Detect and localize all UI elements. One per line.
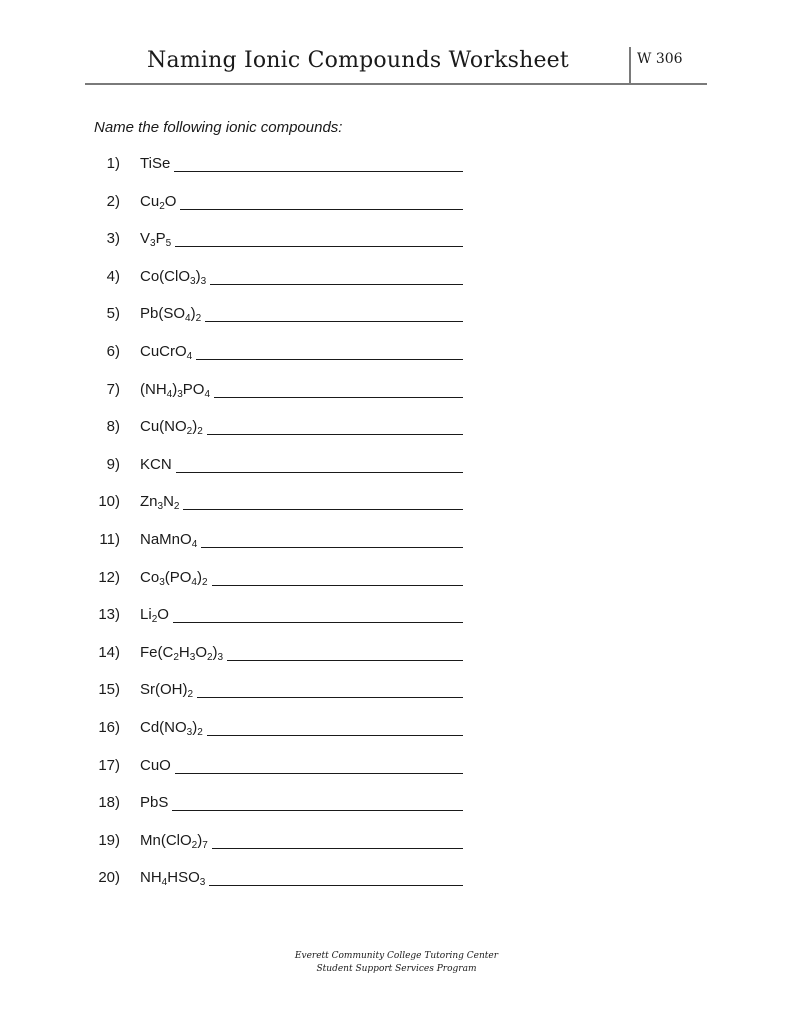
compound-formula: $NH_4HSO_3$: [140, 869, 206, 889]
answer-line[interactable]: [205, 321, 463, 322]
compound-formula: $Cu_2O$: [140, 192, 177, 212]
answer-line[interactable]: [209, 885, 463, 886]
question-item: [88, 456, 508, 478]
question-number: 15): [98, 681, 120, 699]
question-number: 4): [106, 267, 120, 285]
answer-line[interactable]: [212, 585, 463, 586]
answer-line[interactable]: [183, 509, 463, 510]
question-number: 16): [98, 719, 120, 736]
question-number: 6): [106, 343, 120, 360]
footer: [0, 950, 793, 976]
question-item: [88, 681, 508, 703]
question-item: [88, 493, 508, 515]
compound-formula: $(NH_4)_3PO_4$: [140, 380, 211, 400]
compound-formula: $Fe(C_2H_3O_2)_3$: [140, 643, 224, 663]
question-item: [88, 230, 508, 252]
question-number: 13): [98, 606, 120, 624]
answer-line[interactable]: [180, 209, 463, 210]
question-number: 10): [98, 493, 120, 511]
question-number: 18): [98, 794, 120, 812]
question-number: 9): [106, 455, 120, 473]
answer-line[interactable]: [210, 284, 463, 285]
question-number: 2): [106, 192, 120, 210]
question-number: 5): [106, 305, 120, 323]
compound-formula: NaMnO$_4$: [140, 531, 198, 550]
question-number: 7): [106, 380, 120, 398]
compound-formula: PbS: [140, 794, 169, 812]
question-item: [88, 757, 508, 779]
compound-formula: CuO: [140, 756, 171, 774]
compound-formula: TiSe: [140, 155, 171, 172]
compound-formula: $Pb(SO_4)_2$: [140, 305, 202, 325]
question-number: 17): [98, 756, 120, 774]
instructions: Name the following ionic compounds:: [94, 119, 343, 136]
answer-line[interactable]: [172, 810, 463, 811]
question-number: 1): [106, 155, 120, 172]
compound-formula: $Sr(OH)_2$: [140, 681, 194, 701]
question-item: [88, 832, 508, 854]
question-item: [88, 794, 508, 816]
question-item: [88, 418, 508, 440]
question-number: 11): [99, 531, 120, 548]
question-number: 20): [98, 869, 120, 887]
question-number: 14): [98, 643, 120, 661]
question-item: [88, 869, 508, 891]
question-item: [88, 193, 508, 215]
answer-line[interactable]: [207, 735, 463, 736]
compound-formula: $Co(ClO_3)_3$: [140, 267, 207, 287]
worksheet-title: Naming Ionic Compounds Worksheet: [147, 48, 569, 73]
answer-line[interactable]: [207, 434, 463, 435]
answer-line[interactable]: [174, 171, 463, 172]
answer-line[interactable]: [227, 660, 463, 661]
answer-line[interactable]: [176, 472, 463, 473]
compound-formula: $Cu(NO_2)_2$: [140, 418, 203, 438]
compound-formula: $Mn(ClO_2)_7$: [140, 831, 208, 851]
question-item: [88, 719, 508, 741]
compound-formula: $Li_2O$: [140, 606, 169, 626]
answer-line[interactable]: [175, 773, 463, 774]
question-number: 12): [98, 568, 120, 586]
question-item: [88, 644, 508, 666]
compound-formula: CuCrO$_4$: [140, 343, 193, 362]
compound-formula: $Zn_3N_2$: [140, 493, 180, 513]
document-code: W 306: [637, 51, 683, 67]
question-item: [88, 569, 508, 591]
question-number: 8): [106, 418, 120, 436]
compound-formula: $Co_3(PO_4)_2$: [140, 568, 208, 588]
question-number: 19): [98, 831, 120, 849]
answer-line[interactable]: [175, 246, 463, 247]
question-item: [88, 606, 508, 628]
compound-formula: KCN: [140, 455, 172, 473]
answer-line[interactable]: [196, 359, 463, 360]
compound-formula: $V_3P_5$: [140, 230, 172, 250]
question-item: [88, 155, 508, 177]
answer-line[interactable]: [173, 622, 463, 623]
answer-line[interactable]: [201, 547, 463, 548]
header-rule: [85, 83, 707, 85]
question-number: 3): [106, 230, 120, 248]
question-item: [88, 305, 508, 327]
question-item: [88, 381, 508, 403]
compound-formula: $Cd(NO_3)_2$: [140, 719, 203, 738]
footer-line-1: Everett Community College Tutoring Center: [294, 951, 499, 961]
question-item: [88, 268, 508, 290]
question-item: [88, 343, 508, 365]
footer-line-2: Student Support Services Program: [316, 964, 477, 974]
header-divider: [629, 47, 631, 84]
answer-line[interactable]: [214, 397, 463, 398]
answer-line[interactable]: [212, 848, 463, 849]
answer-line[interactable]: [197, 697, 463, 698]
question-item: [88, 531, 508, 553]
